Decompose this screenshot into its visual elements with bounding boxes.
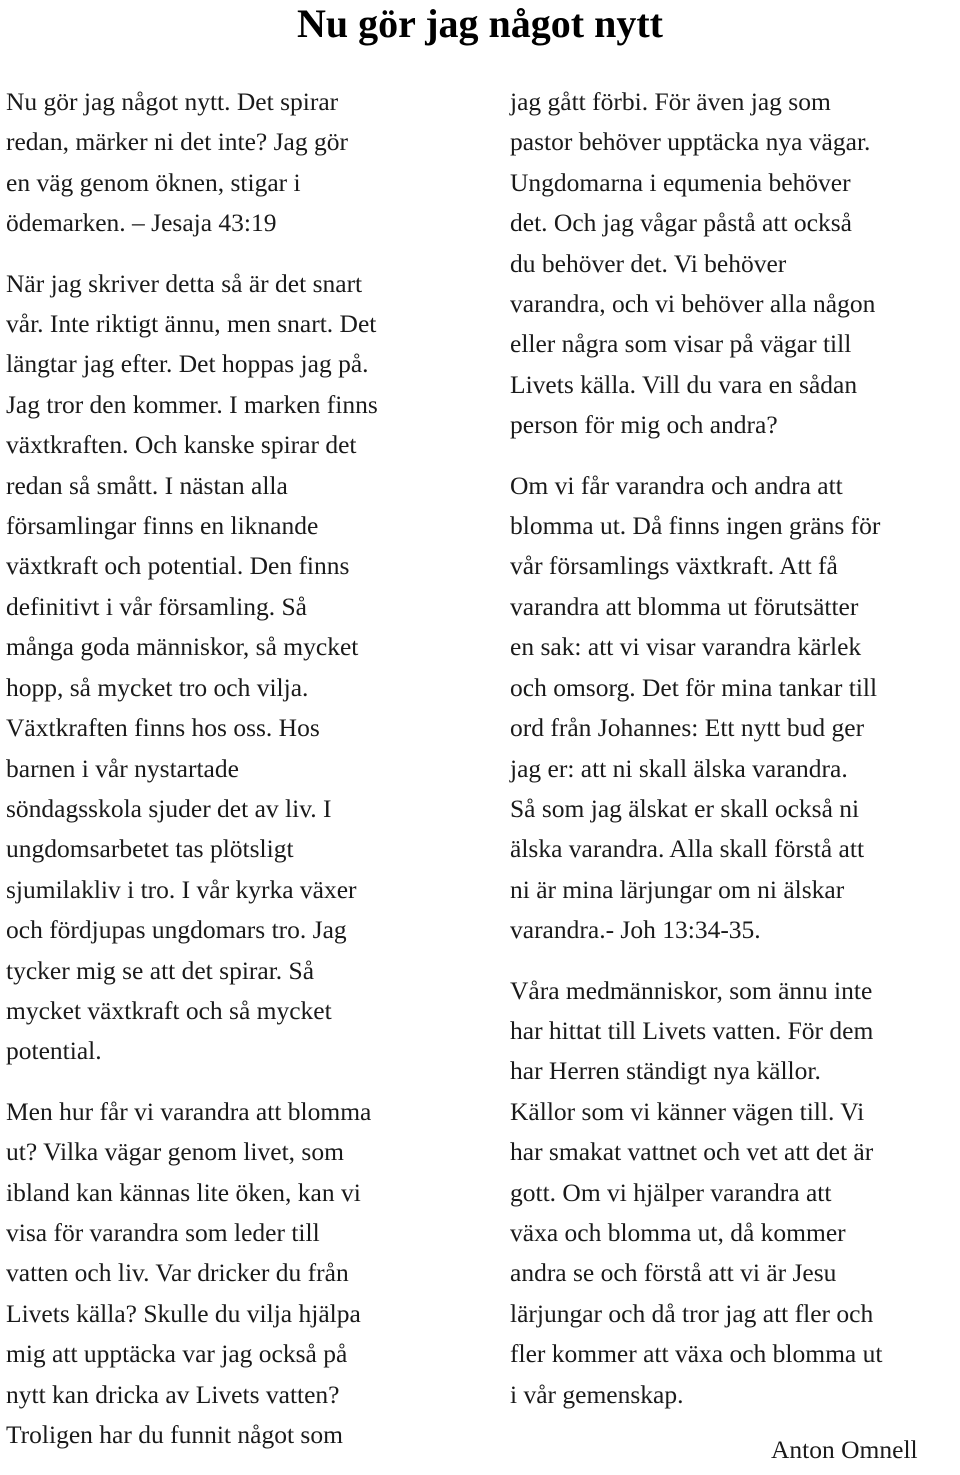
- text-line: ni är mina lärjungar om ni älskar: [510, 874, 845, 904]
- text-line: jag er: att ni skall älska varandra.: [510, 753, 848, 783]
- text-line: och omsorg. Det för mina tankar till: [510, 672, 878, 702]
- text-line: När jag skriver detta så är det snart: [6, 268, 363, 298]
- page-title: Nu gör jag något nytt: [297, 1, 663, 46]
- text-line: Så som jag älskat er skall också ni: [510, 793, 860, 823]
- text-line: sjumilakliv i tro. I vår kyrka växer: [6, 874, 357, 904]
- text-line: vår. Inte riktigt ännu, men snart. Det: [6, 309, 377, 339]
- left-column: [6, 82, 461, 1475]
- text-line: tycker mig se att det spirar. Så: [6, 955, 315, 985]
- text-line: jag gått förbi. För även jag som: [510, 87, 831, 116]
- text-line: Ungdomarna i equmenia behöver: [510, 167, 851, 197]
- text-line: ut? Vilka vägar genom livet, som: [6, 1137, 344, 1167]
- text-line: Livets källa? Skulle du vilja hjälpa: [6, 1298, 361, 1328]
- text-line: varandra, och vi behöver alla någon: [510, 289, 876, 319]
- text-line: Livets källa. Vill du vara en sådan: [510, 369, 858, 399]
- author-signature: Anton Omnell: [771, 1435, 918, 1464]
- text-line: ungdomsarbetet tas plötsligt: [6, 834, 294, 864]
- text-line: många goda människor, så mycket: [6, 632, 359, 662]
- text-line: varandra att blomma ut förutsätter: [510, 591, 859, 621]
- text-line: vatten och liv. Var dricker du från: [6, 1258, 349, 1288]
- text-line: Växtkraften finns hos oss. Hos: [6, 713, 320, 743]
- text-line: ord från Johannes: Ett nytt bud ger: [510, 713, 865, 743]
- text-line: det. Och jag vågar påstå att också: [510, 208, 852, 238]
- text-line: Men hur får vi varandra att blomma: [6, 1096, 372, 1126]
- text-line: längtar jag efter. Det hoppas jag på.: [6, 349, 369, 379]
- text-line: hopp, så mycket tro och vilja.: [6, 672, 309, 702]
- text-line: mig att upptäcka var jag också på: [6, 1339, 348, 1369]
- text-line: person för mig och andra?: [510, 410, 778, 440]
- right-column: [510, 82, 958, 1435]
- text-line: och fördjupas ungdomars tro. Jag: [6, 915, 347, 945]
- text-line: församlingar finns en liknande: [6, 511, 319, 541]
- text-line: söndagsskola sjuder det av liv. I: [6, 793, 332, 823]
- text-line: eller några som visar på vägar till: [510, 329, 852, 359]
- text-line: andra se och förstå att vi är Jesu: [510, 1258, 837, 1288]
- text-line: Källor som vi känner vägen till. Vi: [510, 1096, 865, 1126]
- text-line: har Herren ständigt nya källor.: [510, 1056, 821, 1086]
- text-line: definitivt i vår församling. Så: [6, 591, 307, 621]
- text-line: fler kommer att växa och blomma ut: [510, 1339, 883, 1369]
- text-line: redan så smått. I nästan alla: [6, 470, 288, 500]
- text-line: visa för varandra som leder till: [6, 1217, 320, 1247]
- text-line: Om vi får varandra och andra att: [510, 470, 843, 500]
- text-line: Jag tror den kommer. I marken finns: [6, 389, 378, 419]
- text-line: växtkraften. Och kanske spirar det: [6, 430, 357, 460]
- text-line: Våra medmänniskor, som ännu inte: [510, 975, 873, 1005]
- text-line: lärjungar och då tror jag att fler och: [510, 1298, 874, 1328]
- text-line: har smakat vattnet och vet att det är: [510, 1137, 874, 1167]
- text-line: växtkraft och potential. Den finns: [6, 551, 350, 581]
- text-line: ibland kan kännas lite öken, kan vi: [6, 1177, 361, 1207]
- text-line: älska varandra. Alla skall förstå att: [510, 834, 865, 864]
- text-line: Nu gör jag något nytt. Det spirar: [6, 87, 339, 116]
- text-line: varandra.- Joh 13:34-35.: [510, 915, 761, 945]
- paragraph-intro-quote: [6, 82, 461, 244]
- text-line: Troligen har du funnit något som: [6, 1420, 343, 1449]
- text-line: vår församlings växtkraft. Att få: [510, 551, 838, 581]
- text-line: redan, märker ni det inte? Jag gör: [6, 127, 348, 157]
- text-line: har hittat till Livets vatten. För dem: [510, 1015, 874, 1045]
- text-line: nytt kan dricka av Livets vatten?: [6, 1379, 340, 1409]
- text-line: gott. Om vi hjälper varandra att: [510, 1177, 832, 1207]
- text-line: barnen i vår nystartade: [6, 753, 239, 783]
- text-line: ödemarken. – Jesaja 43:19: [6, 208, 277, 238]
- paragraph-love-commandment: [510, 466, 958, 951]
- paragraph-spring: [6, 264, 461, 1072]
- text-line: blomma ut. Då finns ingen gräns för: [510, 511, 881, 541]
- text-line: mycket växtkraft och så mycket: [6, 995, 332, 1025]
- text-line: en väg genom öknen, stigar i: [6, 167, 301, 197]
- paragraph-blossom-question: [6, 1092, 461, 1456]
- paragraph-living-water: [510, 971, 958, 1415]
- text-line: potential.: [6, 1036, 102, 1066]
- text-line: i vår gemenskap.: [510, 1379, 684, 1409]
- text-line: en sak: att vi visar varandra kärlek: [510, 632, 862, 662]
- paragraph-new-ways: [510, 82, 958, 446]
- text-line: växa och blomma ut, då kommer: [510, 1217, 846, 1247]
- text-line: pastor behöver upptäcka nya vägar.: [510, 127, 871, 157]
- text-line: du behöver det. Vi behöver: [510, 248, 787, 278]
